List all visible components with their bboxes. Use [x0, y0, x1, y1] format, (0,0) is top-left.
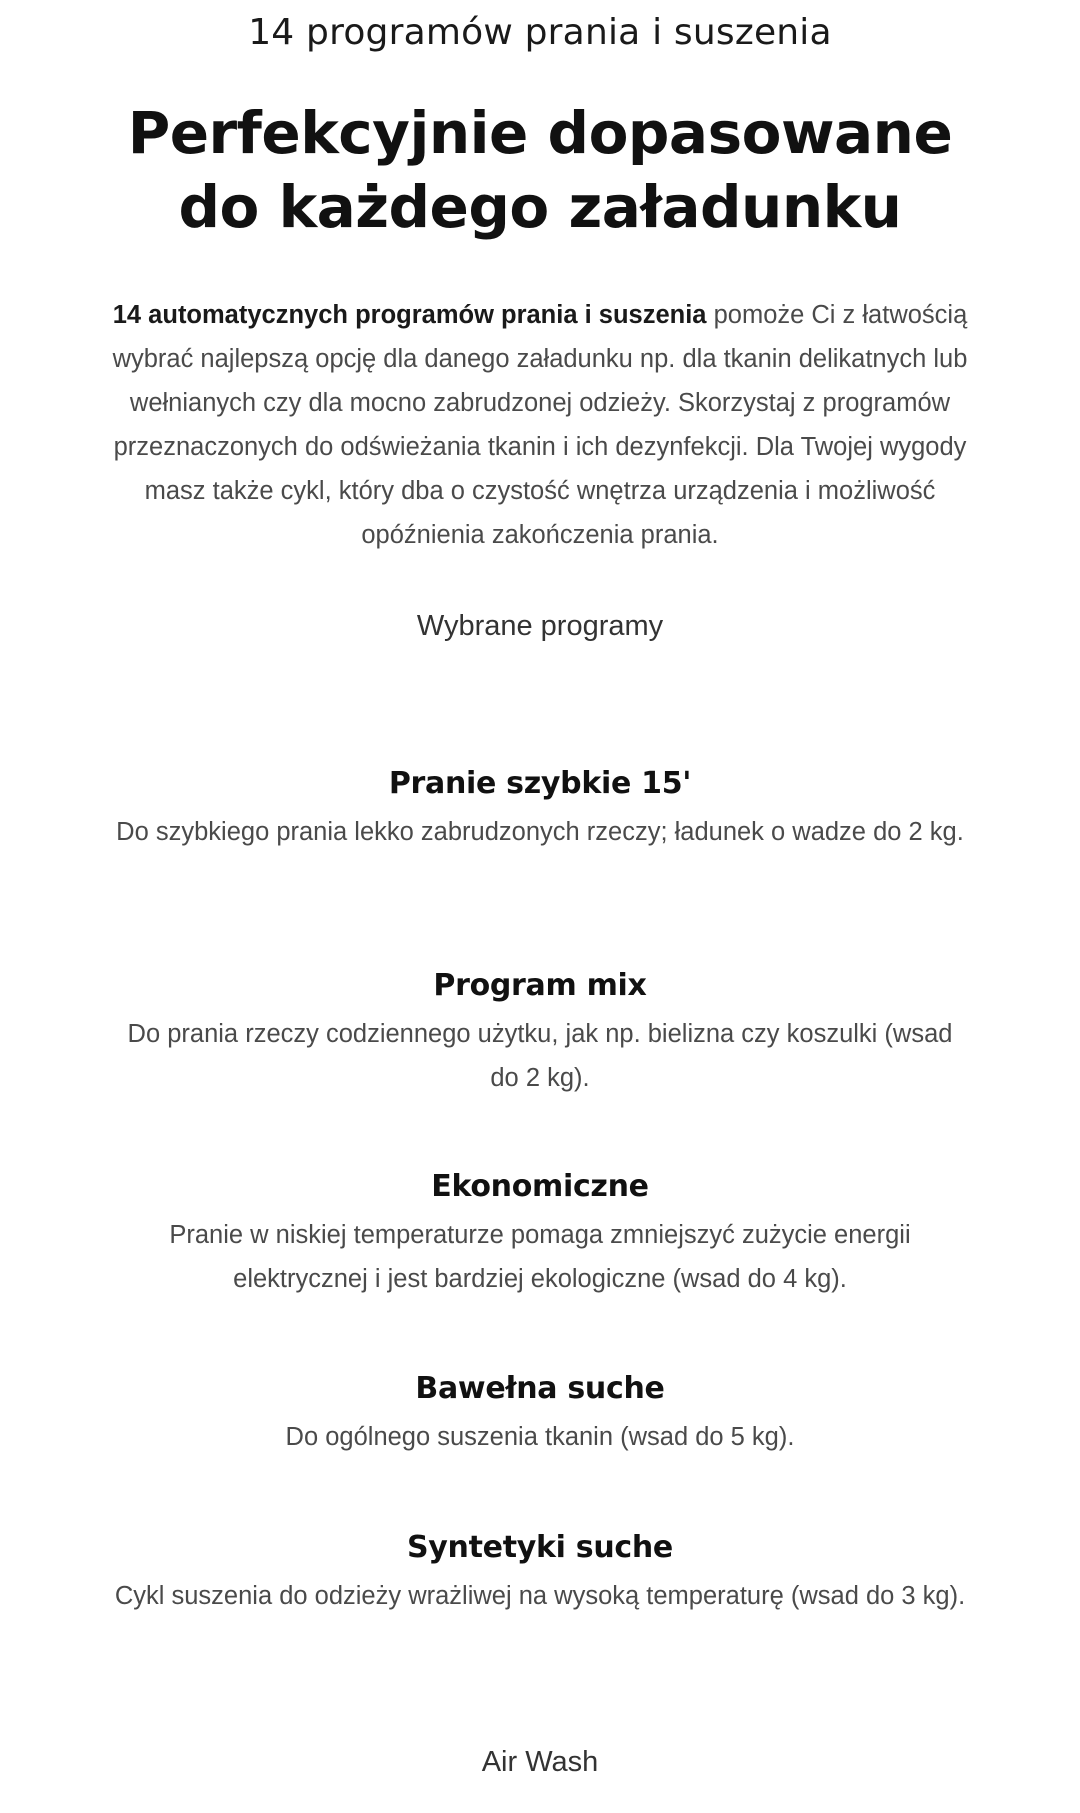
program-description: Do ogólnego suszenia tkanin (wsad do 5 kg). — [285, 1423, 795, 1451]
program-description: Do prania rzeczy codziennego użytku, jak np. bielizna czy koszulki (wsad do 2 kg). — [127, 1020, 953, 1092]
program-item — [110, 966, 970, 1100]
program-item — [110, 1369, 970, 1459]
next-section-title: Air Wash — [481, 1746, 599, 1778]
program-name: Syntetyki suche — [407, 1530, 673, 1565]
program-name: Pranie szybkie 15' — [388, 766, 692, 801]
section-title: Wybrane programy — [416, 610, 664, 642]
program-name: Program mix — [433, 968, 647, 1003]
program-name: Ekonomiczne — [431, 1169, 649, 1204]
page-title — [60, 96, 1020, 244]
program-description: Do szybkiego prania lekko zabrudzonych rzeczy; ładunek o wadze do 2 kg. — [116, 818, 964, 846]
program-description: Cykl suszenia do odzieży wrażliwej na wysoką temperaturę (wsad do 3 kg). — [114, 1582, 966, 1610]
page-title-line-2: do każdego załadunku — [178, 173, 902, 241]
intro-paragraph — [90, 293, 990, 557]
kicker-heading: 14 programów prania i suszenia — [248, 12, 832, 53]
program-item — [110, 764, 970, 854]
intro-body-text: pomoże Ci z łatwością wybrać najlepszą opcję dla danego załadunku np. dla tkanin delikatnych lub wełnianych czy dla mocno zabrudzonej odzieży. Skorzystaj z programów przeznaczonych do odświeżania tkanin i ich dezynfekcji. Dla Twojej wygody masz także cykl, który dba o czystość wnętrza urządzenia i możliwość opóźnienia zakończenia prania. — [112, 301, 968, 549]
program-name: Bawełna suche — [415, 1371, 665, 1406]
page-title-line-1: Perfekcyjnie dopasowane — [127, 99, 953, 167]
program-item — [110, 1528, 970, 1618]
intro-bold-text: 14 automatycznych programów prania i suszenia — [112, 301, 707, 329]
program-item — [110, 1167, 970, 1301]
program-description: Pranie w niskiej temperaturze pomaga zmniejszyć zużycie energii elektrycznej i jest bardziej ekologiczne (wsad do 4 kg). — [169, 1221, 911, 1293]
